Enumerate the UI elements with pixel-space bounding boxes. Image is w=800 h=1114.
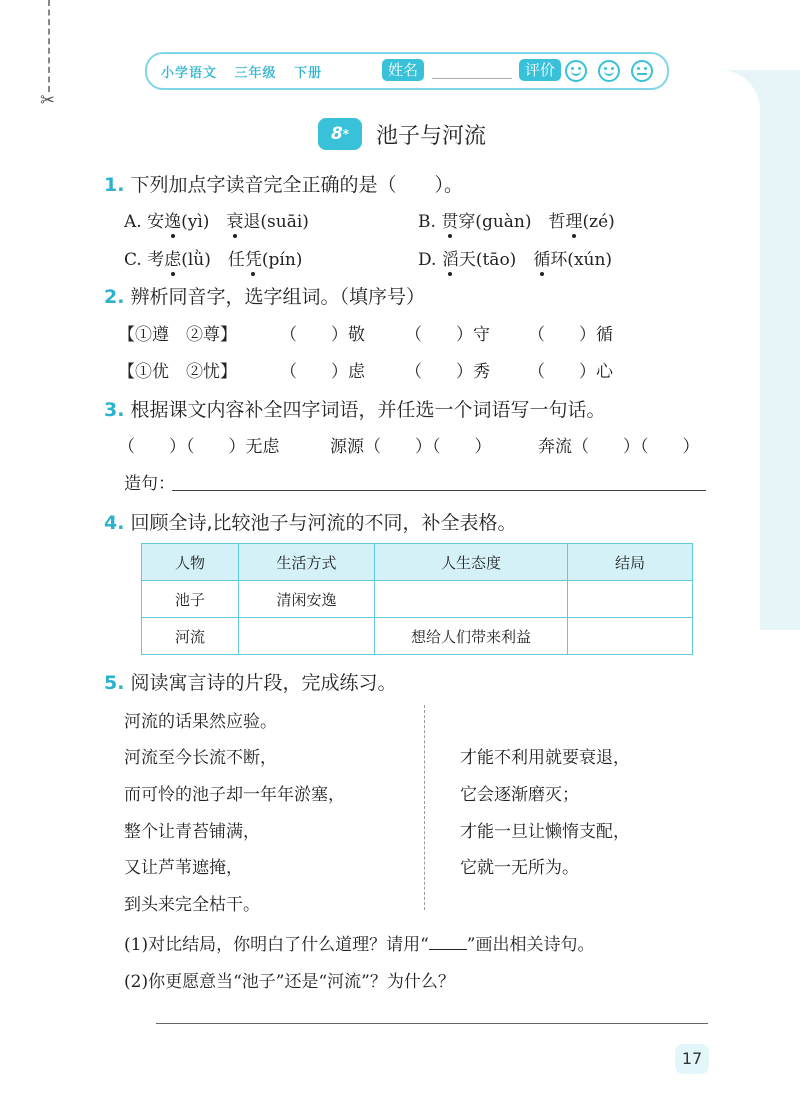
poem-line: 它就一无所为。	[460, 858, 579, 878]
smile-face-icon[interactable]	[598, 60, 620, 82]
question-stem: 辨析同音字，选字组词。（填序号）	[130, 286, 425, 308]
evaluation-faces	[565, 60, 659, 82]
option-d	[418, 245, 612, 270]
q2-blank[interactable]: （ ）心	[528, 362, 613, 382]
opt-text: D.	[418, 250, 442, 270]
opt-text: 穿(guàn)	[458, 212, 532, 232]
dotted-char: 凭	[244, 250, 262, 270]
lesson-heading	[318, 118, 486, 150]
neutral-face-icon[interactable]	[631, 60, 653, 82]
opt-text: 哲	[548, 212, 566, 232]
q2-row2-options: 【①优 ②忧】	[118, 362, 237, 382]
sub-question-2: (2)你更愿意当“池子”还是“河流”？为什么？	[124, 972, 455, 992]
dotted-char: 理	[565, 212, 583, 232]
page-number: 17	[675, 1044, 709, 1074]
q3-word-3[interactable]: 奔流（ ）（ ）	[538, 437, 700, 457]
q2-blank[interactable]: （ ）虑	[280, 362, 365, 382]
table-header: 结局	[568, 544, 693, 581]
question-stem: 下列加点字读音完全正确的是（ ）。	[130, 174, 463, 196]
opt-text: 退(suāi)	[243, 212, 309, 232]
subject: 小学语文	[161, 66, 218, 81]
poem-line: 整个让青苔铺满，	[124, 822, 260, 842]
table-header-row	[142, 544, 693, 581]
question-stem: 回顾全诗,比较池子与河流的不同，补全表格。	[130, 512, 517, 534]
lesson-number: 8	[330, 124, 343, 144]
table-cell: 池子	[142, 581, 239, 618]
opt-text: (yì)	[181, 212, 210, 232]
grade: 三年级	[234, 66, 277, 81]
q2-blank[interactable]: （ ）守	[405, 325, 490, 345]
q2-blank[interactable]: （ ）秀	[405, 362, 490, 382]
question-3	[104, 395, 605, 422]
table-cell: 河流	[142, 618, 239, 655]
q2-blank[interactable]: （ ）敬	[280, 325, 365, 345]
poem-line: 而可怜的池子却一年年淤塞，	[124, 785, 345, 805]
poem-line: 河流的话果然应验。	[124, 712, 277, 732]
dotted-char: 逸	[164, 212, 182, 232]
sentence-label: 造句：	[124, 474, 175, 494]
poem-line: 河流至今长流不断，	[124, 748, 277, 768]
dotted-char: 贯	[441, 212, 459, 232]
poem-line: 才能不利用就要衰退，	[460, 748, 630, 768]
opt-text: (pín)	[261, 250, 303, 270]
question-2	[104, 282, 425, 309]
dotted-char: 循	[533, 250, 551, 270]
q3-word-1[interactable]: （ ）（ ）无虑	[118, 437, 280, 457]
name-label: 姓名	[382, 59, 424, 81]
table-header: 生活方式	[239, 544, 375, 581]
dotted-char: 滔	[441, 250, 459, 270]
table-cell-blank[interactable]	[239, 618, 375, 655]
table-row	[142, 581, 693, 618]
poem-line: 到头来完全枯干。	[124, 895, 260, 915]
question-1	[104, 170, 463, 197]
dotted-char: 虑	[164, 250, 182, 270]
name-field[interactable]	[432, 78, 512, 79]
lesson-number-badge	[318, 118, 362, 150]
sub-question-1	[124, 930, 594, 955]
question-number: 3.	[104, 399, 125, 421]
sub-question-text: ”画出相关诗句。	[466, 935, 595, 955]
option-c	[124, 245, 302, 270]
table-cell-blank[interactable]	[568, 618, 693, 655]
table-row	[142, 618, 693, 655]
eval-label: 评价	[519, 59, 561, 81]
table-header: 人生态度	[375, 544, 568, 581]
opt-text: B.	[418, 212, 442, 232]
scissors-icon: ✂	[40, 90, 56, 111]
underline-mark	[429, 937, 467, 950]
poem-line: 又让芦苇遮掩，	[124, 858, 243, 878]
table-cell: 清闲安逸	[239, 581, 375, 618]
option-b	[418, 207, 615, 232]
question-number: 4.	[104, 512, 125, 534]
question-stem: 根据课文内容补全四字词语，并任选一个词语写一句话。	[130, 399, 606, 421]
sub-question-text: (1)对比结局，你明白了什么道理？请用“	[124, 935, 429, 955]
opt-text: 天(tāo)	[458, 250, 517, 270]
poem-line: 才能一旦让懒惰支配，	[460, 822, 630, 842]
opt-text: C. 考	[124, 250, 165, 270]
q2-row1-options: 【①遵 ②尊】	[118, 325, 237, 345]
opt-text: (zé)	[582, 212, 615, 232]
q2-blank[interactable]: （ ）循	[528, 325, 613, 345]
question-number: 1.	[104, 174, 125, 196]
question-5	[104, 668, 396, 695]
answer-line[interactable]	[156, 1023, 708, 1024]
question-number: 5.	[104, 672, 125, 694]
subject-info	[161, 62, 334, 81]
lesson-title: 池子与河流	[376, 123, 487, 149]
question-number: 2.	[104, 286, 125, 308]
option-a	[124, 207, 309, 232]
table-cell-blank[interactable]	[375, 581, 568, 618]
poem-divider	[424, 705, 425, 910]
opt-text: A. 安	[124, 212, 165, 232]
table-header: 人物	[142, 544, 239, 581]
opt-text: (lǜ)	[181, 250, 211, 270]
table-cell: 想给人们带来利益	[375, 618, 568, 655]
q3-word-2[interactable]: 源源（ ）（ ）	[330, 437, 492, 457]
term: 下册	[294, 66, 323, 81]
sentence-answer-line[interactable]	[172, 490, 706, 491]
header-bar	[145, 52, 669, 90]
table-cell-blank[interactable]	[568, 581, 693, 618]
happy-face-icon[interactable]	[565, 60, 587, 82]
question-stem: 阅读寓言诗的片段，完成练习。	[130, 672, 397, 694]
opt-text: 环(xún)	[550, 250, 613, 270]
cut-line	[48, 0, 50, 92]
comparison-table	[141, 543, 693, 655]
poem-line: 它会逐渐磨灭；	[460, 785, 579, 805]
lesson-mark: *	[342, 127, 350, 141]
opt-text: 任	[227, 250, 245, 270]
question-4	[104, 508, 517, 535]
dotted-char: 衰	[226, 212, 244, 232]
